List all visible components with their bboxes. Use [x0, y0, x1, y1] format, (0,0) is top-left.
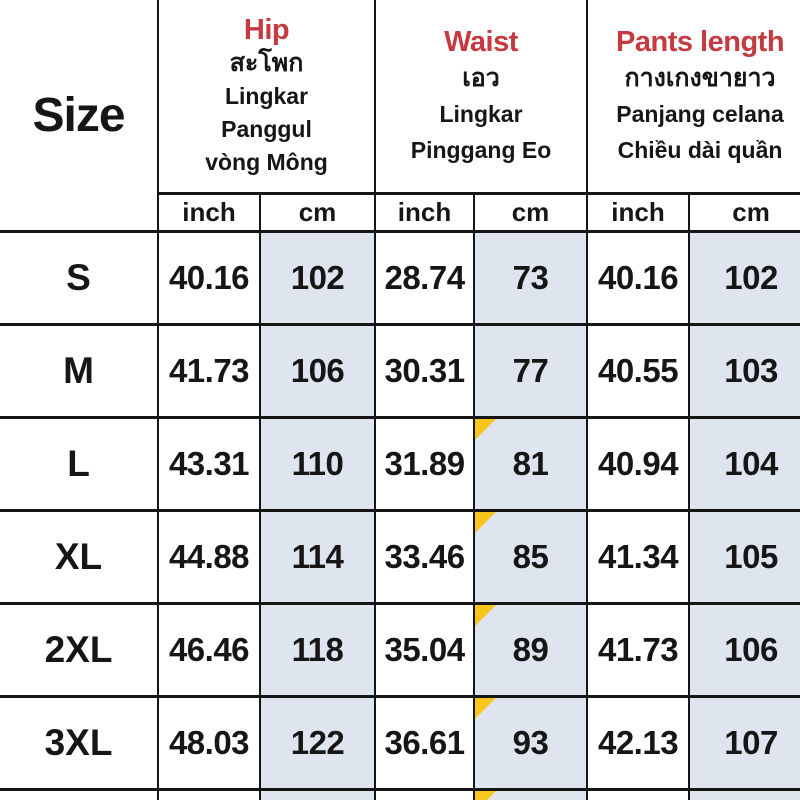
waist-cm-cell: 89: [474, 604, 587, 697]
waist-cm-cell: 73: [474, 232, 587, 325]
pants-cm-cell: 105: [689, 511, 800, 604]
waist-inch-cell: 30.31: [375, 325, 474, 418]
pants-cm-cell: 106: [689, 604, 800, 697]
hip-title-indonesian-1: Lingkar: [224, 82, 309, 109]
table-row: [0, 790, 800, 800]
size-cell: XL: [0, 511, 158, 604]
hip-inch-cell: 44.88: [158, 511, 260, 604]
table-row: [0, 697, 800, 790]
hip-inch-cell: 43.31: [158, 418, 260, 511]
pants-cm-header: cm: [689, 194, 800, 232]
hip-inch-cell: 46.46: [158, 604, 260, 697]
waist-inch-header: inch: [375, 194, 474, 232]
hip-cm-cell: [260, 790, 375, 800]
waist-cm-cell: 81: [474, 418, 587, 511]
pants-inch-cell: 41.34: [587, 511, 689, 604]
hip-inch-cell: [158, 790, 260, 800]
header-row: [0, 0, 800, 194]
corner-flag-icon: [475, 791, 496, 800]
waist-cm-cell: 77: [474, 325, 587, 418]
pants-length-title-thai: กางเกงขายาว: [624, 64, 776, 92]
size-cell: M: [0, 325, 158, 418]
waist-column-header: [375, 0, 587, 194]
hip-inch-cell: 41.73: [158, 325, 260, 418]
hip-cm-cell: 110: [260, 418, 375, 511]
pants-length-title-indonesian: Panjang celana: [616, 101, 784, 127]
pants-inch-cell: [587, 790, 689, 800]
hip-inch-header: inch: [158, 194, 260, 232]
table-row: [0, 232, 800, 325]
hip-inch-cell: 48.03: [158, 697, 260, 790]
size-cell: [0, 790, 158, 800]
size-cell: 3XL: [0, 697, 158, 790]
size-cell: 2XL: [0, 604, 158, 697]
waist-inch-cell: 33.46: [375, 511, 474, 604]
waist-title-thai: เอว: [462, 64, 500, 92]
hip-title: Hip: [243, 13, 290, 46]
table-row: [0, 511, 800, 604]
hip-column-header: [158, 0, 375, 194]
corner-flag-icon: [475, 419, 496, 440]
pants-cm-cell: 107: [689, 697, 800, 790]
pants-inch-cell: 41.73: [587, 604, 689, 697]
hip-cm-cell: 118: [260, 604, 375, 697]
hip-cm-cell: 106: [260, 325, 375, 418]
hip-title-thai: สะโพก: [229, 48, 304, 77]
hip-cm-cell: 114: [260, 511, 375, 604]
pants-inch-cell: 40.16: [587, 232, 689, 325]
pants-length-title: Pants length: [616, 26, 785, 58]
waist-title-indonesian: Lingkar: [439, 101, 523, 127]
hip-cm-header: cm: [260, 194, 375, 232]
size-column-header: Size: [0, 0, 158, 232]
hip-title-vietnamese: vòng Mông: [205, 148, 328, 175]
hip-inch-cell: 40.16: [158, 232, 260, 325]
hip-cm-cell: 122: [260, 697, 375, 790]
size-cell: L: [0, 418, 158, 511]
waist-cm-cell: [474, 790, 587, 800]
waist-title: Waist: [444, 26, 518, 58]
table-row: [0, 325, 800, 418]
pants-inch-cell: 40.94: [587, 418, 689, 511]
waist-inch-cell: 35.04: [375, 604, 474, 697]
waist-inch-cell: [375, 790, 474, 800]
pants-cm-cell: 103: [689, 325, 800, 418]
pants-cm-cell: [689, 790, 800, 800]
pants-inch-header: inch: [587, 194, 689, 232]
size-cell: S: [0, 232, 158, 325]
pants-inch-cell: 40.55: [587, 325, 689, 418]
waist-inch-cell: 31.89: [375, 418, 474, 511]
waist-inch-cell: 36.61: [375, 697, 474, 790]
pants-length-title-vietnamese: Chiều dài quần: [617, 137, 783, 163]
table-row: [0, 604, 800, 697]
pants-cm-cell: 104: [689, 418, 800, 511]
waist-inch-cell: 28.74: [375, 232, 474, 325]
pants-cm-cell: 102: [689, 232, 800, 325]
waist-cm-cell: 93: [474, 697, 587, 790]
waist-title-vietnamese: Pinggang Eo: [410, 137, 552, 163]
waist-cm-header: cm: [474, 194, 587, 232]
pants-inch-cell: 42.13: [587, 697, 689, 790]
table-row: [0, 418, 800, 511]
corner-flag-icon: [475, 512, 496, 533]
corner-flag-icon: [475, 605, 496, 626]
corner-flag-icon: [475, 698, 496, 719]
waist-cm-cell: 85: [474, 511, 587, 604]
hip-cm-cell: 102: [260, 232, 375, 325]
pants-length-column-header: [587, 0, 800, 194]
hip-title-indonesian-2: Panggul: [221, 115, 312, 142]
